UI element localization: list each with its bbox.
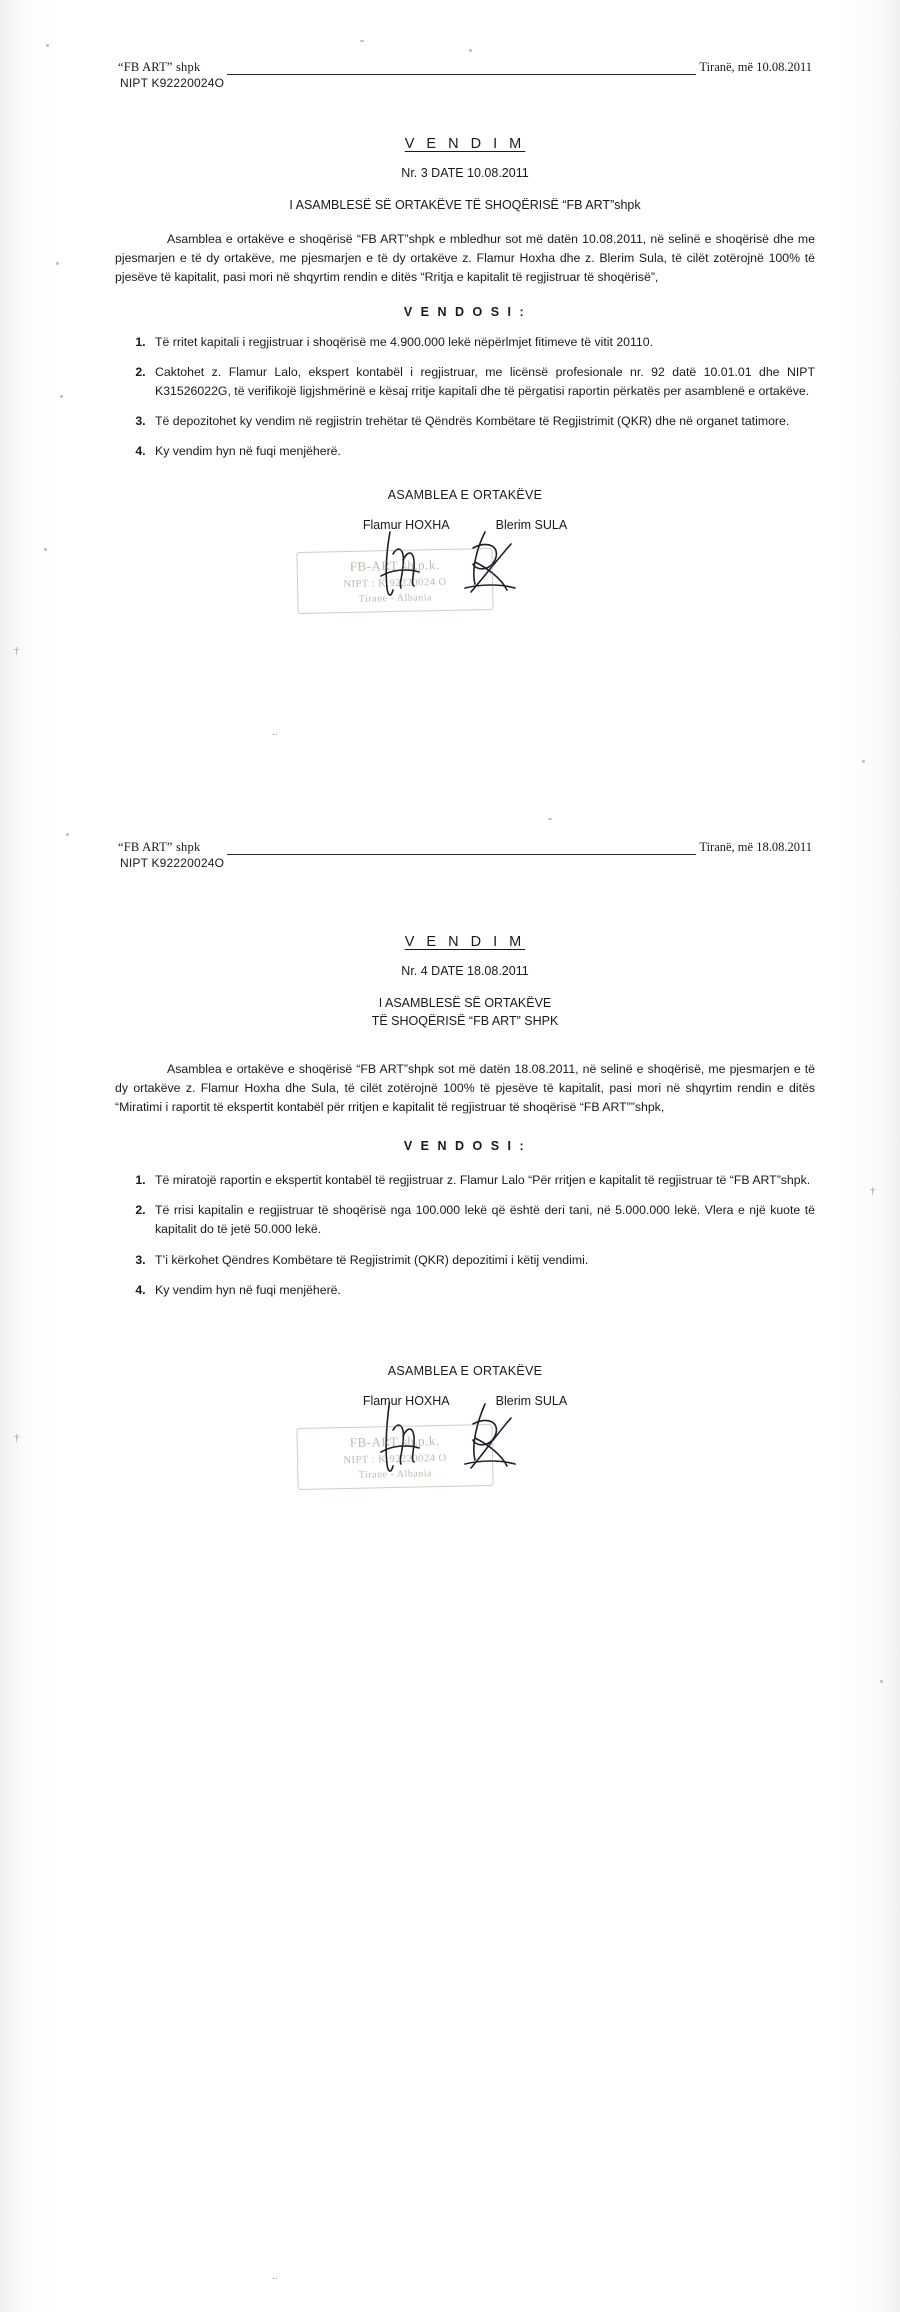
company-name-block [115, 840, 227, 870]
company-name-block [115, 60, 227, 90]
company-nipt: NIPT K92220024O [120, 76, 225, 90]
company-stamp [296, 547, 493, 613]
dust-speck [60, 395, 63, 398]
stamp-line-2: NIPT : K 92220024 O [343, 575, 447, 590]
dust-speck [862, 760, 865, 763]
document-2-header [115, 840, 815, 874]
handwritten-signature-area [115, 532, 815, 618]
signatory-name: Flamur HOXHA [362, 517, 450, 532]
stamp-line-1: FB-ART sh.p.k. [349, 556, 440, 574]
edge-mark: † [870, 1185, 876, 1197]
place-date: Tiranë, më 10.08.2011 [696, 60, 815, 75]
intro-paragraph: Asamblea e ortakëve e shoqërisë “FB ART”shpk e mbledhur sot më datën 10.08.2011, në selinë e shoqërisë dhe me pjesmarjen e të dy ortakëve, me pjesmarjen e të dy ortakëve z. Flamur Hoxha dhe z. Blerim Sula, të cilët zotërojnë 100% të pjesëve të kapitalit, pasi mori në shqyrtim rendin e ditës “Rritja e kapitalit të regjistruar të shoqërisë”, [115, 232, 815, 285]
dust-speck [46, 44, 49, 47]
list-item: 3. T’i kërkohet Qëndres Kombëtare të Regjistrimit (QKR) depozitimi i këtij vendimi. [149, 1251, 815, 1270]
decision-label: V E N D O S I : [403, 1139, 527, 1154]
stamp-line-3: Tirane - Albania [358, 1468, 433, 1481]
document-number-date: Nr. 3 DATE 10.08.2011 [401, 166, 529, 180]
list-item: 4. Ky vendim hyn në fuqi menjëherë. [149, 442, 815, 461]
decision-document-1 [115, 60, 815, 618]
list-item: 2. Caktohet z. Flamur Lalo, ekspert kontabël i regjistruar, me licënsë profesionale nr. 92 datë 10.01.01 dhe NIPT K31526022G, të verifikojë ligjshmërinë e kësaj rritje kapitali dhe të përgatisi raportin përkatës per asamblenë e ortakëve. [149, 363, 815, 401]
signature-title: ASAMBLEA E ORTAKËVE [387, 1363, 543, 1378]
assembly-heading-line-1: I ASAMBLESË SË ORTAKËVE [378, 996, 552, 1010]
stamp-line-3: Tirane - Albania [358, 591, 433, 605]
company-name: “FB ART” shpk [118, 60, 201, 74]
signature-title: ASAMBLEA E ORTAKËVE [387, 487, 543, 502]
company-name: “FB ART” shpk [118, 840, 201, 854]
document-1-header [115, 60, 815, 94]
signatory-name: Blerim SULA [495, 517, 568, 532]
decision-label: V E N D O S I : [403, 305, 527, 320]
assembly-heading: I ASAMBLESË SË ORTAKËVE TË SHOQËRISË “FB ART”shpk [289, 198, 641, 212]
decision-document-2 [115, 840, 815, 1494]
dust-speck [56, 262, 59, 265]
decision-items-list [115, 333, 815, 461]
stamp-line-1: FB-ART sh.p.k. [349, 1432, 440, 1450]
document-title: V E N D I M [404, 136, 526, 152]
assembly-heading [115, 994, 815, 1030]
dust-speck [880, 1680, 883, 1683]
list-item: 1. Të rritet kapitali i regjistruar i shoqërisë me 4.900.000 lekë nëpërlmjet fitimeve të vitit 20110. [149, 333, 815, 352]
list-item: 3. Të depozitohet ky vendim në regjistrin trehëtar të Qëndrës Kombëtare të Regjistrimit (QKR) dhe në organet tatimore. [149, 412, 815, 431]
stamp-line-2: NIPT : K 92220024 O [343, 1452, 447, 1466]
dust-speck [66, 833, 69, 836]
dust-speck [469, 49, 472, 52]
intro-paragraph: Asamblea e ortakëve e shoqërisë “FB ART”shpk sot më datën 18.08.2011, në selinë e shoqërisë, me pjesmarjen e të dy ortakëve z. Flamur Hoxha dhe Sula, të cilët zotërojnë 100% të pjesëve të kapitalit, pasi mori në shqyrtim rendin e ditës “Miratimi i raportit të ekspertit kontabël për rritjen e kapitalit të regjistruar të shoqërisë “FB ART””shpk, [115, 1062, 815, 1115]
document-number-date: Nr. 4 DATE 18.08.2011 [401, 964, 529, 978]
company-nipt: NIPT K92220024O [120, 856, 225, 870]
edge-mark: .. [272, 726, 278, 738]
company-stamp [296, 1424, 493, 1490]
place-date: Tiranë, më 18.08.2011 [696, 840, 815, 855]
assembly-heading-line-2: TË SHOQËRISË “FB ART” SHPK [371, 1014, 559, 1029]
signature-block-1 [115, 488, 815, 618]
dust-speck [44, 548, 47, 551]
signatory-name: Blerim SULA [495, 1393, 568, 1408]
edge-mark: † [14, 645, 20, 657]
decision-items-list [115, 1171, 815, 1299]
list-item: 4. Ky vendim hyn në fuqi menjëherë. [149, 1281, 815, 1300]
handwritten-signature-area [115, 1408, 815, 1494]
list-item: 2. Të rrisi kapitalin e regjistruar të shoqërisë nga 100.000 lekë që është deri tani, në 5.000.000 lekë. Vlera e një kuote të kapitalit do të jetë 50.000 lekë. [149, 1201, 815, 1239]
list-item: 1. Të miratojë raportin e ekspertit kontabël të regjistruar z. Flamur Lalo “Për rritjen e kapitalit të regjistruar të “FB ART”shpk. [149, 1171, 815, 1190]
document-title: V E N D I M [404, 934, 526, 950]
dust-speck [360, 40, 364, 42]
signatory-name: Flamur HOXHA [362, 1393, 450, 1408]
edge-mark: .. [272, 2270, 278, 2282]
edge-mark: † [14, 1432, 20, 1444]
signature-block-2 [115, 1364, 815, 1494]
dust-speck [548, 818, 552, 820]
